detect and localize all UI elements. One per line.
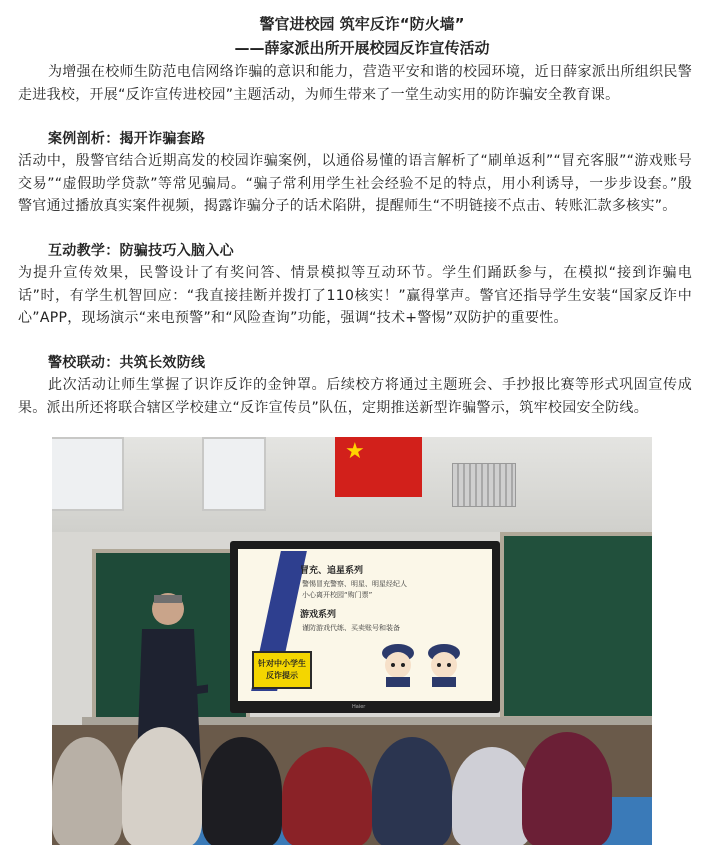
screen-series2-line1: 谨防游戏代练、买卖账号和装备 (302, 624, 400, 632)
student-figure (522, 732, 612, 845)
badge-line1: 针对中小学生 (258, 659, 306, 668)
intro-paragraph: 为增强在校师生防范电信网络诈骗的意识和能力，营造平安和谐的校园环境，近日薛家派出所组织民警走进我校，开展“反诈宣传进校园”主题活动，为师生带来了一堂生动实用的防诈骗安全教育课。 (18, 64, 692, 103)
student-figure (372, 737, 452, 845)
section-body-case-analysis: 活动中，殷警官结合近期高发的校园诈骗案例，以通俗易懂的语言解析了“刷单返利”“冒充客服”“游戏账号交易”“虚假助学贷款”等常见骗局。“骗子常利用学生社会经验不足的特点，用小利诱导，一步步设套。”殷警官通过播放真实案件视频，揭露诈骗分子的话术陷阱，提醒师生“不明链接不点击、转账汇款多核实”。 (18, 153, 692, 214)
monitor-brand-label: Haier (352, 704, 366, 710)
screen-series1-line2: 小心离开校园“购门票” (302, 591, 373, 599)
student-figure (452, 747, 532, 845)
screen-series2-title: 游戏系列 (300, 610, 337, 620)
section-heading-police-school-linkage: 警校联动：共筑长效防线 (48, 355, 206, 371)
student-figure (122, 727, 202, 845)
student-figure (202, 737, 282, 845)
screen-warning-badge (252, 651, 312, 689)
badge-line2: 反诈提示 (266, 671, 298, 680)
window-middle (202, 437, 266, 511)
chalkboard-right (500, 532, 652, 720)
flag-star-icon: ★ (345, 439, 365, 464)
section-heading-interactive-teaching: 互动教学：防骗技巧入脑入心 (48, 243, 234, 259)
screen-series1-title: 冒充、追星系列 (300, 566, 364, 576)
section-body-interactive-teaching: 为提升宣传效果，民警设计了有奖问答、情景模拟等互动环节。学生们踊跃参与，在模拟“接到诈骗电话”时，有学生机智回应：“我直接挂断并拨打了110核实！”赢得掌声。警官还指导学生安装“国家反诈中心”APP，现场演示“来电预警”和“风险查询”功能，强调“技术+警惕”双防护的重要性。 (18, 265, 692, 326)
policewoman-cartoon-icon (424, 641, 464, 687)
screen-series1-line1: 警惕冒充警察、明星、明星经纪人 (302, 580, 407, 588)
student-figure (282, 747, 372, 845)
air-vent (452, 463, 516, 507)
national-flag (335, 437, 422, 497)
classroom-photo (52, 437, 652, 845)
student-figure (52, 737, 122, 845)
article-title: 警官进校园 筑牢反诈“防火墙” (259, 15, 465, 33)
presentation-screen (238, 549, 492, 701)
section-heading-case-analysis: 案例剖析：揭开诈骗套路 (48, 131, 206, 147)
article-subtitle: ——薛家派出所开展校园反诈宣传活动 (234, 39, 490, 57)
police-cartoon-icon (378, 641, 418, 687)
section-body-police-school-linkage: 此次活动让师生掌握了识诈反诈的金钟罩。后续校方将通过主题班会、手抄报比赛等形式巩固宣传成果。派出所还将联合辖区学校建立“反诈宣传员”队伍，定期推送新型诈骗警示，筑牢校园安全防线。 (18, 377, 692, 416)
window-left (52, 437, 124, 511)
